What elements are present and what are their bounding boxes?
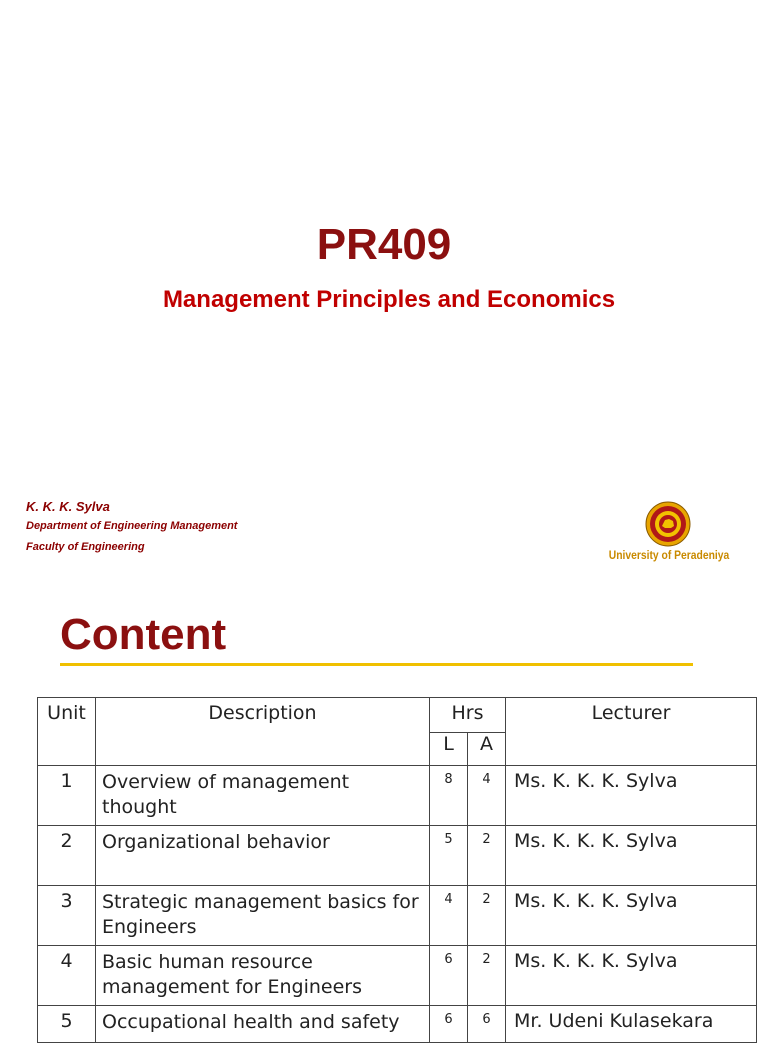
header-unit: Unit xyxy=(38,698,96,766)
table-header-row xyxy=(38,698,757,733)
unit-number: 4 xyxy=(38,946,96,1006)
lecture-hours: 6 xyxy=(430,946,468,1006)
university-logo xyxy=(598,498,740,574)
course-code: PR409 xyxy=(316,220,452,269)
lecture-hours: 6 xyxy=(430,1006,468,1043)
header-description: Description xyxy=(96,698,430,766)
unit-number: 5 xyxy=(38,1006,96,1043)
university-crest-icon xyxy=(598,498,740,548)
assignment-hours: 2 xyxy=(468,946,506,1006)
heading-underline xyxy=(60,663,693,666)
author-name: K. K. K. Sylva xyxy=(26,499,110,514)
header-lecturer: Lecturer xyxy=(506,698,757,766)
unit-description: Basic human resource management for Engineers xyxy=(96,946,430,1006)
lecture-hours: 8 xyxy=(430,766,468,826)
faculty-name: Faculty of Engineering xyxy=(26,541,145,553)
assignment-hours: 2 xyxy=(468,886,506,946)
header-hrs: Hrs xyxy=(430,698,506,733)
assignment-hours: 4 xyxy=(468,766,506,826)
table-row xyxy=(38,826,757,886)
header-a: A xyxy=(468,733,506,766)
content-heading: Content xyxy=(60,610,227,659)
unit-description: Strategic management basics for Engineers xyxy=(96,886,430,946)
units-table xyxy=(37,697,757,1043)
department-name: Department of Engineering Management xyxy=(26,520,238,532)
logo-caption: University of Peradeniya xyxy=(608,548,730,562)
table-row xyxy=(38,886,757,946)
lecturer-name: Ms. K. K. K. Sylva xyxy=(506,946,757,1006)
table-row xyxy=(38,766,757,826)
assignment-hours: 6 xyxy=(468,1006,506,1043)
assignment-hours: 2 xyxy=(468,826,506,886)
header-l: L xyxy=(430,733,468,766)
unit-number: 2 xyxy=(38,826,96,886)
author-block xyxy=(26,498,237,558)
table-row xyxy=(38,946,757,1006)
course-title: Management Principles and Economics xyxy=(162,286,616,313)
lecture-hours: 4 xyxy=(430,886,468,946)
lecturer-name: Ms. K. K. K. Sylva xyxy=(506,886,757,946)
table-row xyxy=(38,1006,757,1043)
unit-number: 3 xyxy=(38,886,96,946)
lecturer-name: Ms. K. K. K. Sylva xyxy=(506,826,757,886)
lecture-hours: 5 xyxy=(430,826,468,886)
lecturer-name: Ms. K. K. K. Sylva xyxy=(506,766,757,826)
unit-number: 1 xyxy=(38,766,96,826)
unit-description: Occupational health and safety xyxy=(96,1006,430,1043)
unit-description: Organizational behavior xyxy=(96,826,430,886)
unit-description: Overview of management thought xyxy=(96,766,430,826)
lecturer-name: Mr. Udeni Kulasekara xyxy=(506,1006,757,1043)
